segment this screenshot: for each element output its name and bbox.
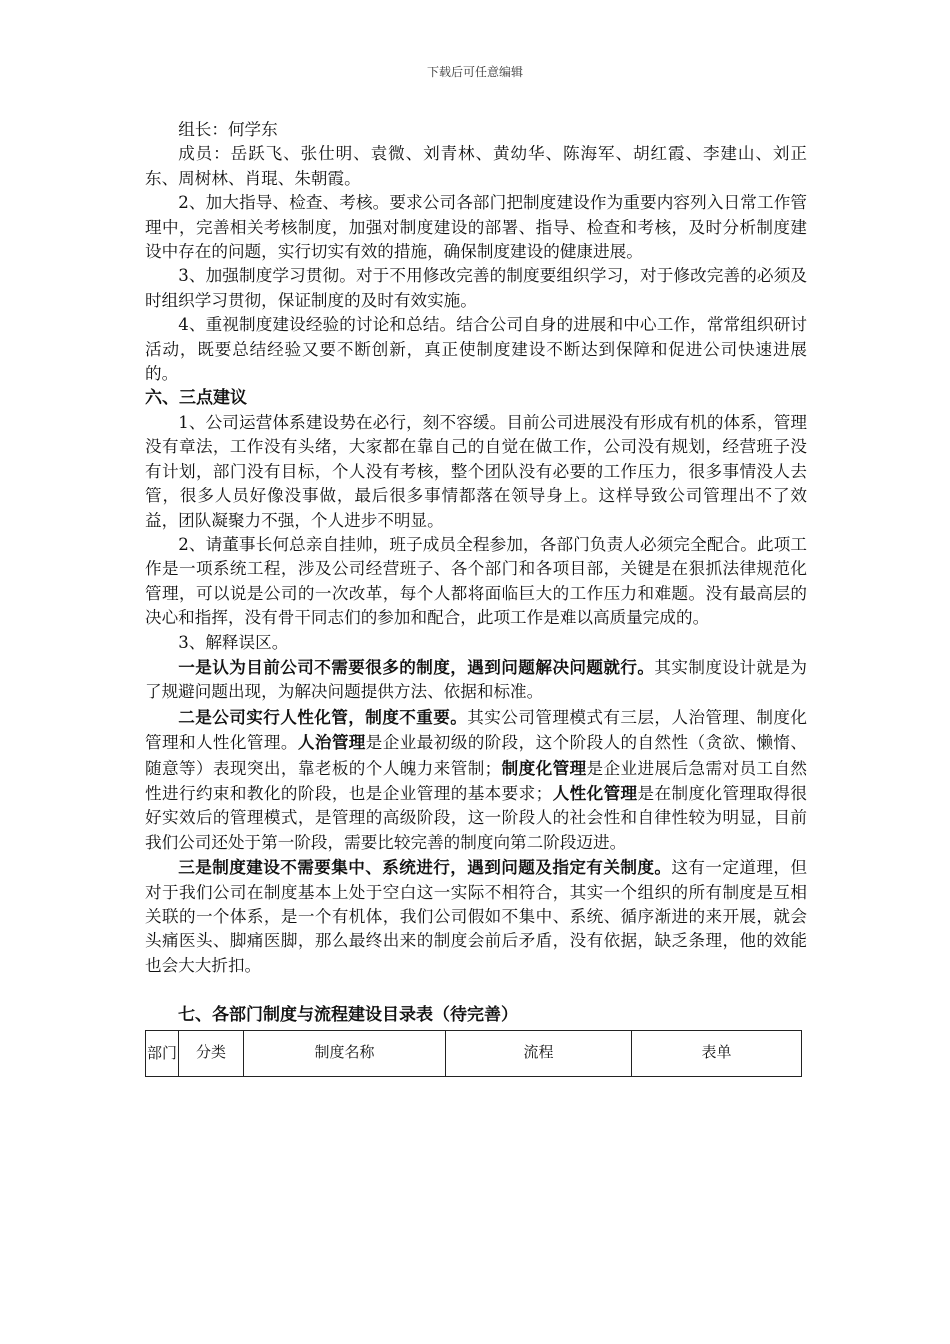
header-category: 分类 xyxy=(179,1031,244,1077)
header-form: 表单 xyxy=(632,1031,802,1077)
misconception-1 xyxy=(145,655,807,705)
misconception-2-title: 二是公司实行人性化管，制度不重要。 xyxy=(178,706,468,727)
header-policy-name: 制度名称 xyxy=(244,1031,446,1077)
misconception-2-text-2: 是企业最初级的阶段，这个阶段人的自然性（贪欲、懒惰、随意等）表现突出，靠老板的个人魄力来管制； xyxy=(145,733,807,778)
misconception-2 xyxy=(145,705,807,855)
table-header-row xyxy=(146,1031,802,1077)
section-6-heading: 六、三点建议 xyxy=(145,388,247,409)
document-body xyxy=(145,118,807,1077)
section-7-heading: 七、各部门制度与流程建设目录表（待完善） xyxy=(178,1005,518,1026)
misconception-2-text-1: 其实公司管理模式有三层，人治管理、制度化管理和人性化管理。 xyxy=(145,707,808,753)
misconception-3-title: 三是制度建设不需要集中、系统进行，遇到问题及指定有关制度。 xyxy=(178,857,672,878)
page-header-note: 下载后可任意编辑 xyxy=(426,65,523,79)
directory-table xyxy=(145,1030,802,1077)
misconception-3 xyxy=(145,855,807,978)
header-department: 部门 xyxy=(146,1031,179,1077)
paragraph-item-2: 2、加大指导、检查、考核。要求公司各部门把制度建设作为重要内容列入日常工作管理中，完善相关考核制度，加强对制度建设的部署、指导、检查和考核，及时分析制度建设中存在的问题，实行切实有效的措施，确保制度建设的健康进展。 xyxy=(145,193,807,262)
group-leader: 组长：何学东 xyxy=(178,120,278,139)
term-personal-rule: 人治管理 xyxy=(297,732,366,753)
header-process: 流程 xyxy=(446,1031,632,1077)
misconception-1-text: 其实制度设计就是为了规避问题出现，为解决问题提供方法、依据和标准。 xyxy=(145,657,808,702)
misconception-2-text-3: 是企业进展后急需对员工自然性进行约束和教化的阶段，也是企业管理的基本要求； xyxy=(145,758,807,803)
paragraph-item-3: 3、加强制度学习贯彻。对于不用修改完善的制度要组织学习，对于修改完善的必须及时组织学习贯彻，保证制度的及时有效实施。 xyxy=(145,266,807,310)
suggestion-3: 3、解释误区。 xyxy=(178,632,289,652)
misconception-3-text: 这有一定道理，但对于我们公司在制度基本上处于空白这一实际不相符合，其实一个组织的所有制度是互相关联的一个体系，是一个有机体，我们公司假如不集中、系统、循序渐进的来开展，就会头痛医头、脚痛医脚，那么最终出来的制度会前后矛盾，没有依据，缺乏条理，他的效能也会大大折扣。 xyxy=(145,858,808,975)
paragraph-item-4: 4、重视制度建设经验的讨论和总结。结合公司自身的进展和中心工作，常常组织研讨活动，既要总结经验又要不断创新，真正使制度建设不断达到保障和促进公司快速进展的。 xyxy=(145,315,807,384)
misconception-2-text-4: 是在制度化管理取得很好实效后的管理模式，是管理的高级阶段，这一阶段人的社会性和自律性较为明显，目前我们公司还处于第一阶段，需要比较完善的制度向第二阶段迈进。 xyxy=(145,783,807,852)
term-humanized: 人性化管理 xyxy=(552,782,638,803)
misconception-1-title: 一是认为目前公司不需要很多的制度，遇到问题解决问题就行。 xyxy=(178,656,655,677)
term-institutional: 制度化管理 xyxy=(501,757,587,778)
suggestion-1: 1、公司运营体系建设势在必行，刻不容缓。目前公司进展没有形成有机的体系，管理没有章法，工作没有头绪，大家都在靠自己的自觉在做工作，公司没有规划，经营班子没有计划，部门没有目标，个人没有考核，整个团队没有必要的工作压力，很多事情没人去管，很多人员好像没事做，最后很多事情都落在领导身上。这样导致公司管理出不了效益，团队凝聚力不强，个人进步不明显。 xyxy=(145,412,807,530)
group-members: 成员：岳跃飞、张仕明、袁微、刘青林、黄幼华、陈海军、胡红霞、李建山、刘正东、周树林、肖琨、朱朝霞。 xyxy=(145,144,807,188)
suggestion-2: 2、请董事长何总亲自挂帅，班子成员全程参加，各部门负责人必须完全配合。此项工作是一项系统工程，涉及公司经营班子、各个部门和各项目部，关键是在狠抓法律规范化管理，可以说是公司的一次改革，每个人都将面临巨大的工作压力和难题。没有最高层的决心和指挥，没有骨干同志们的参加和配合，此项工作是难以高质量完成的。 xyxy=(145,534,807,628)
